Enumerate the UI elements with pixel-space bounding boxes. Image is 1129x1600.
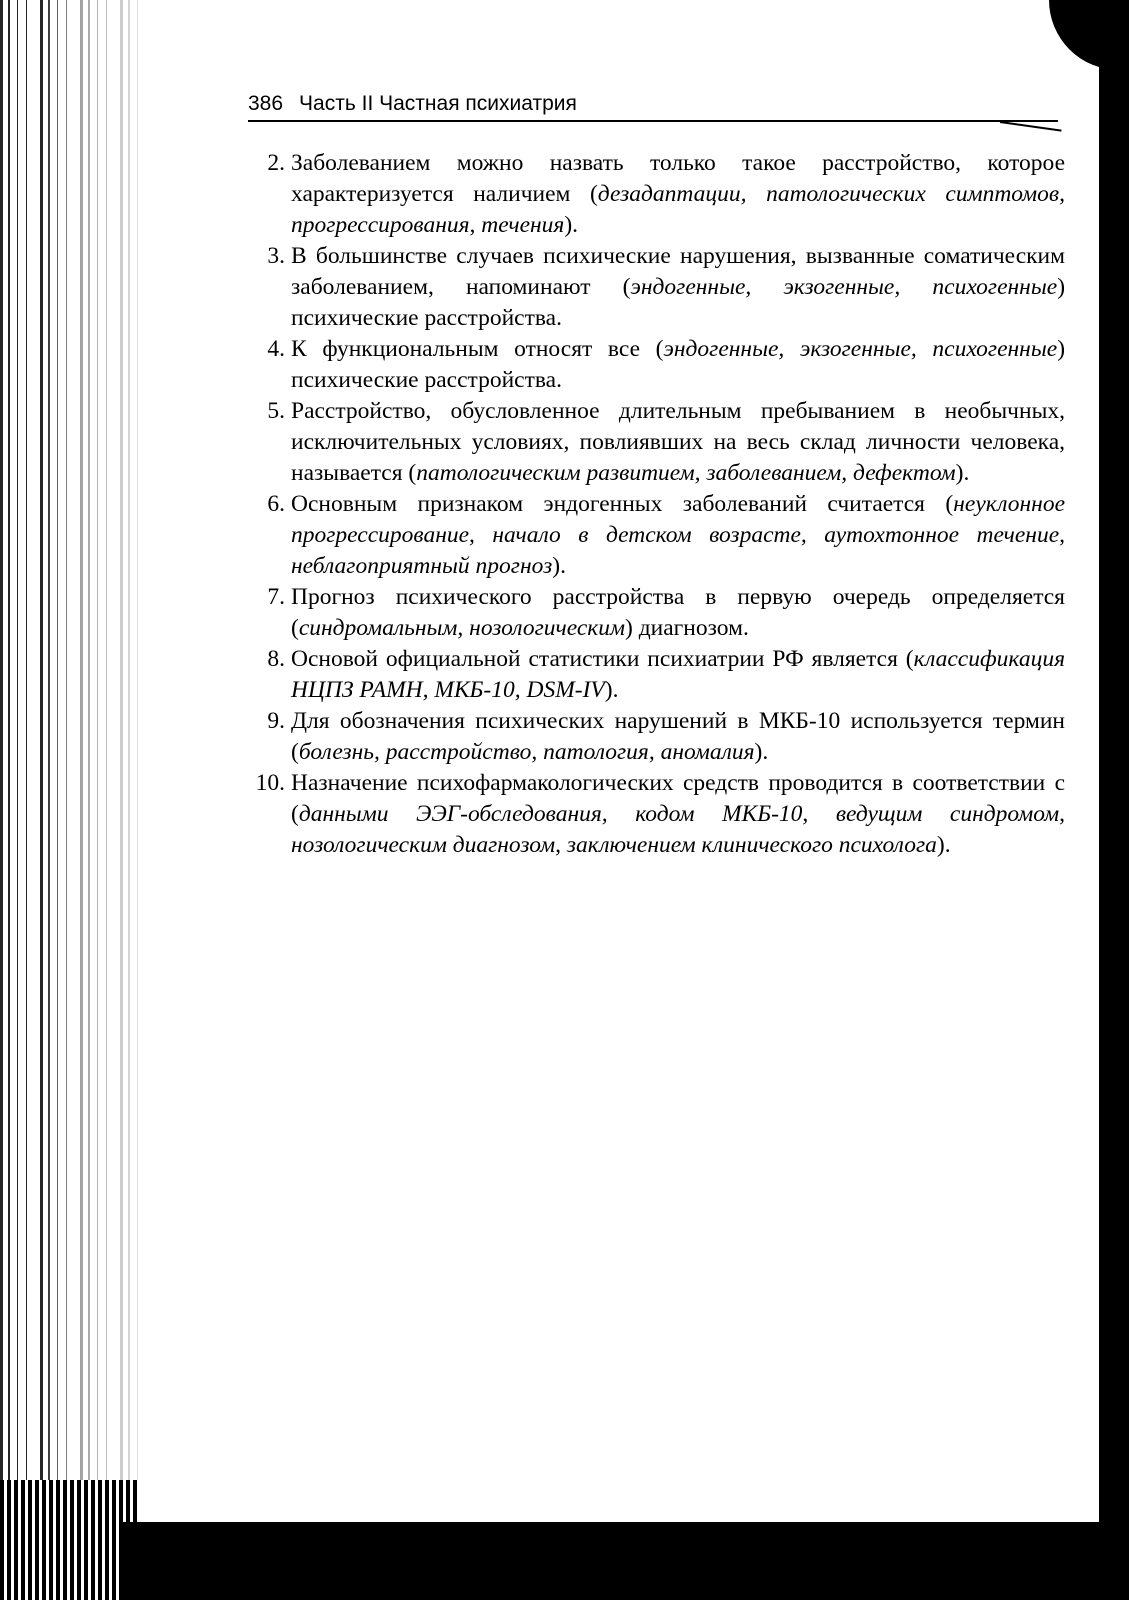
page-header: [248, 92, 1068, 116]
item-text: Основой официальной статистики психиатрии РФ является (классификация НЦПЗ РАМН, МКБ-10, DSM-IV).: [291, 646, 1065, 703]
list-item: [245, 644, 1065, 706]
header-rule: [248, 120, 1058, 122]
item-text: Прогноз психического расстройства в первую очередь определяется (синдромальным, нозологическим) диагнозом.: [291, 584, 1065, 641]
item-number: 8.: [267, 646, 285, 672]
item-number: 2.: [267, 150, 285, 176]
item-text: Назначение психофармакологических средств проводится в соответствии с (данными ЭЭГ-обследования, кодом МКБ-10, ведущим синдромом, нозологическим диагнозом, заключением клинического психолога).: [291, 770, 1065, 858]
item-text: Для обозначения психических нарушений в МКБ-10 используется термин (болезнь, расстройство, патология, аномалия).: [291, 708, 1065, 765]
header-rule-tail: [1000, 121, 1062, 132]
list-item: [245, 768, 1065, 861]
item-number: 9.: [267, 708, 285, 734]
item-number: 7.: [267, 584, 285, 610]
scan-edge-bottom: [120, 1522, 1129, 1600]
item-text: Заболеванием можно назвать только такое расстройство, которое характеризуется наличием (дезадаптации, патологических симптомов, прогрессирования, течения).: [291, 150, 1065, 238]
item-text: В большинстве случаев психические нарушения, вызванные соматическим заболеванием, напоминают (эндогенные, экзогенные, психогенные) психические расстройства.: [291, 243, 1066, 331]
list-item: [245, 489, 1065, 582]
item-text: Основным признаком эндогенных заболеваний считается (неуклонное прогрессирование, начало в детском возрасте, аутохтонное течение, неблагоприятный прогноз).: [291, 491, 1065, 579]
item-number: 5.: [267, 398, 285, 424]
item-number: 6.: [267, 491, 285, 517]
list-item: [245, 241, 1065, 334]
running-title: Часть II Частная психиатрия: [299, 92, 577, 115]
list-item: [245, 706, 1065, 768]
item-text: К функциональным относят все (эндогенные, экзогенные, психогенные) психические расстройства.: [291, 336, 1066, 393]
item-number: 4.: [267, 336, 285, 362]
scan-edge-left-bottom: [0, 1480, 140, 1600]
item-text: Расстройство, обусловленное длительным пребыванием в необычных, исключительных условиях, повлиявших на весь склад личности человека, называется (патологическим развитием, заболеванием, дефектом).: [291, 398, 1065, 486]
scan-edge-right: [1099, 0, 1129, 1600]
list-item: [245, 334, 1065, 396]
scan-corner-top-right: [1049, 0, 1129, 70]
page-number: 386: [248, 92, 284, 115]
list-item: [245, 148, 1065, 241]
scan-edge-left-fade: [0, 0, 138, 1600]
item-number: 10.: [255, 770, 285, 796]
list-item: [245, 582, 1065, 644]
item-number: 3.: [267, 243, 285, 269]
list-item: [245, 396, 1065, 489]
question-list: [245, 148, 1065, 861]
